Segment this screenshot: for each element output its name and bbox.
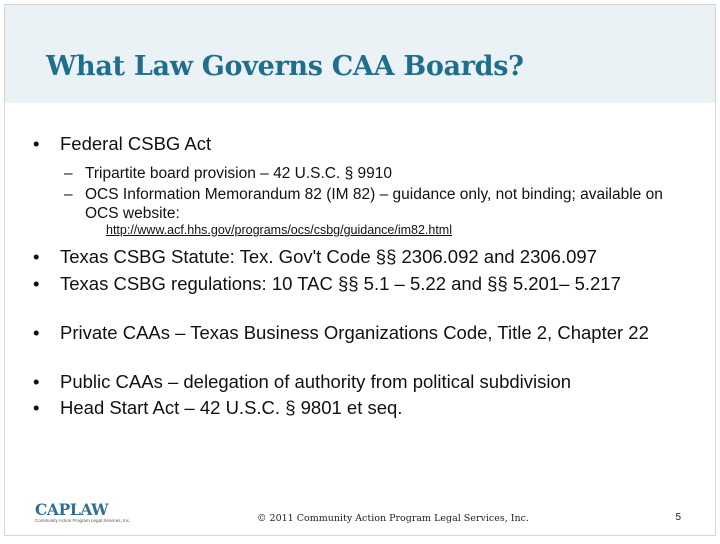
im82-guidance-link[interactable]: http://www.acf.hhs.gov/programs/ocs/csbg/guidance/im82.html [106,223,452,237]
sub-bullet-mark: – [64,186,73,203]
slide [4,4,716,536]
bullet-text: Head Start Act – 42 U.S.C. § 9801 et seq. [60,397,403,418]
bullet-text: Private CAAs – Texas Business Organizations Code, Title 2, Chapter 22 [60,322,649,343]
bullet-text: Federal CSBG Act [60,133,212,154]
bullet-mark: • [33,397,40,418]
bullet-mark: • [33,371,40,392]
bullet-text: Texas CSBG regulations: 10 TAC §§ 5.1 – 5.22 and §§ 5.201– 5.217 [60,273,621,294]
sub-bullet-text: Tripartite board provision – 42 U.S.C. § 9910 [85,165,393,182]
caplaw-logo [35,500,131,526]
sub-bullet-text: OCS Information Memorandum 82 (IM 82) – guidance only, not binding; available on OCS website: [85,186,663,222]
sub-bullet-mark: – [64,165,73,182]
page-number: 5 [675,512,681,523]
bullet-mark: • [33,273,40,294]
logo-tagline: Community Action Program Legal Services, Inc. [35,518,131,523]
bullet-text: Public CAAs – delegation of authority from political subdivision [60,371,572,392]
bullet-text: Texas CSBG Statute: Tex. Gov't Code §§ 2306.092 and 2306.097 [60,246,597,267]
footer-copyright: © 2011 Community Action Program Legal Services, Inc. [257,513,529,524]
bullet-mark: • [33,133,40,154]
logo-text: CAPLAW [35,500,109,519]
slide-title: What Law Governs CAA Boards? [46,51,524,82]
bullet-mark: • [33,322,40,343]
bullet-mark: • [33,246,40,267]
